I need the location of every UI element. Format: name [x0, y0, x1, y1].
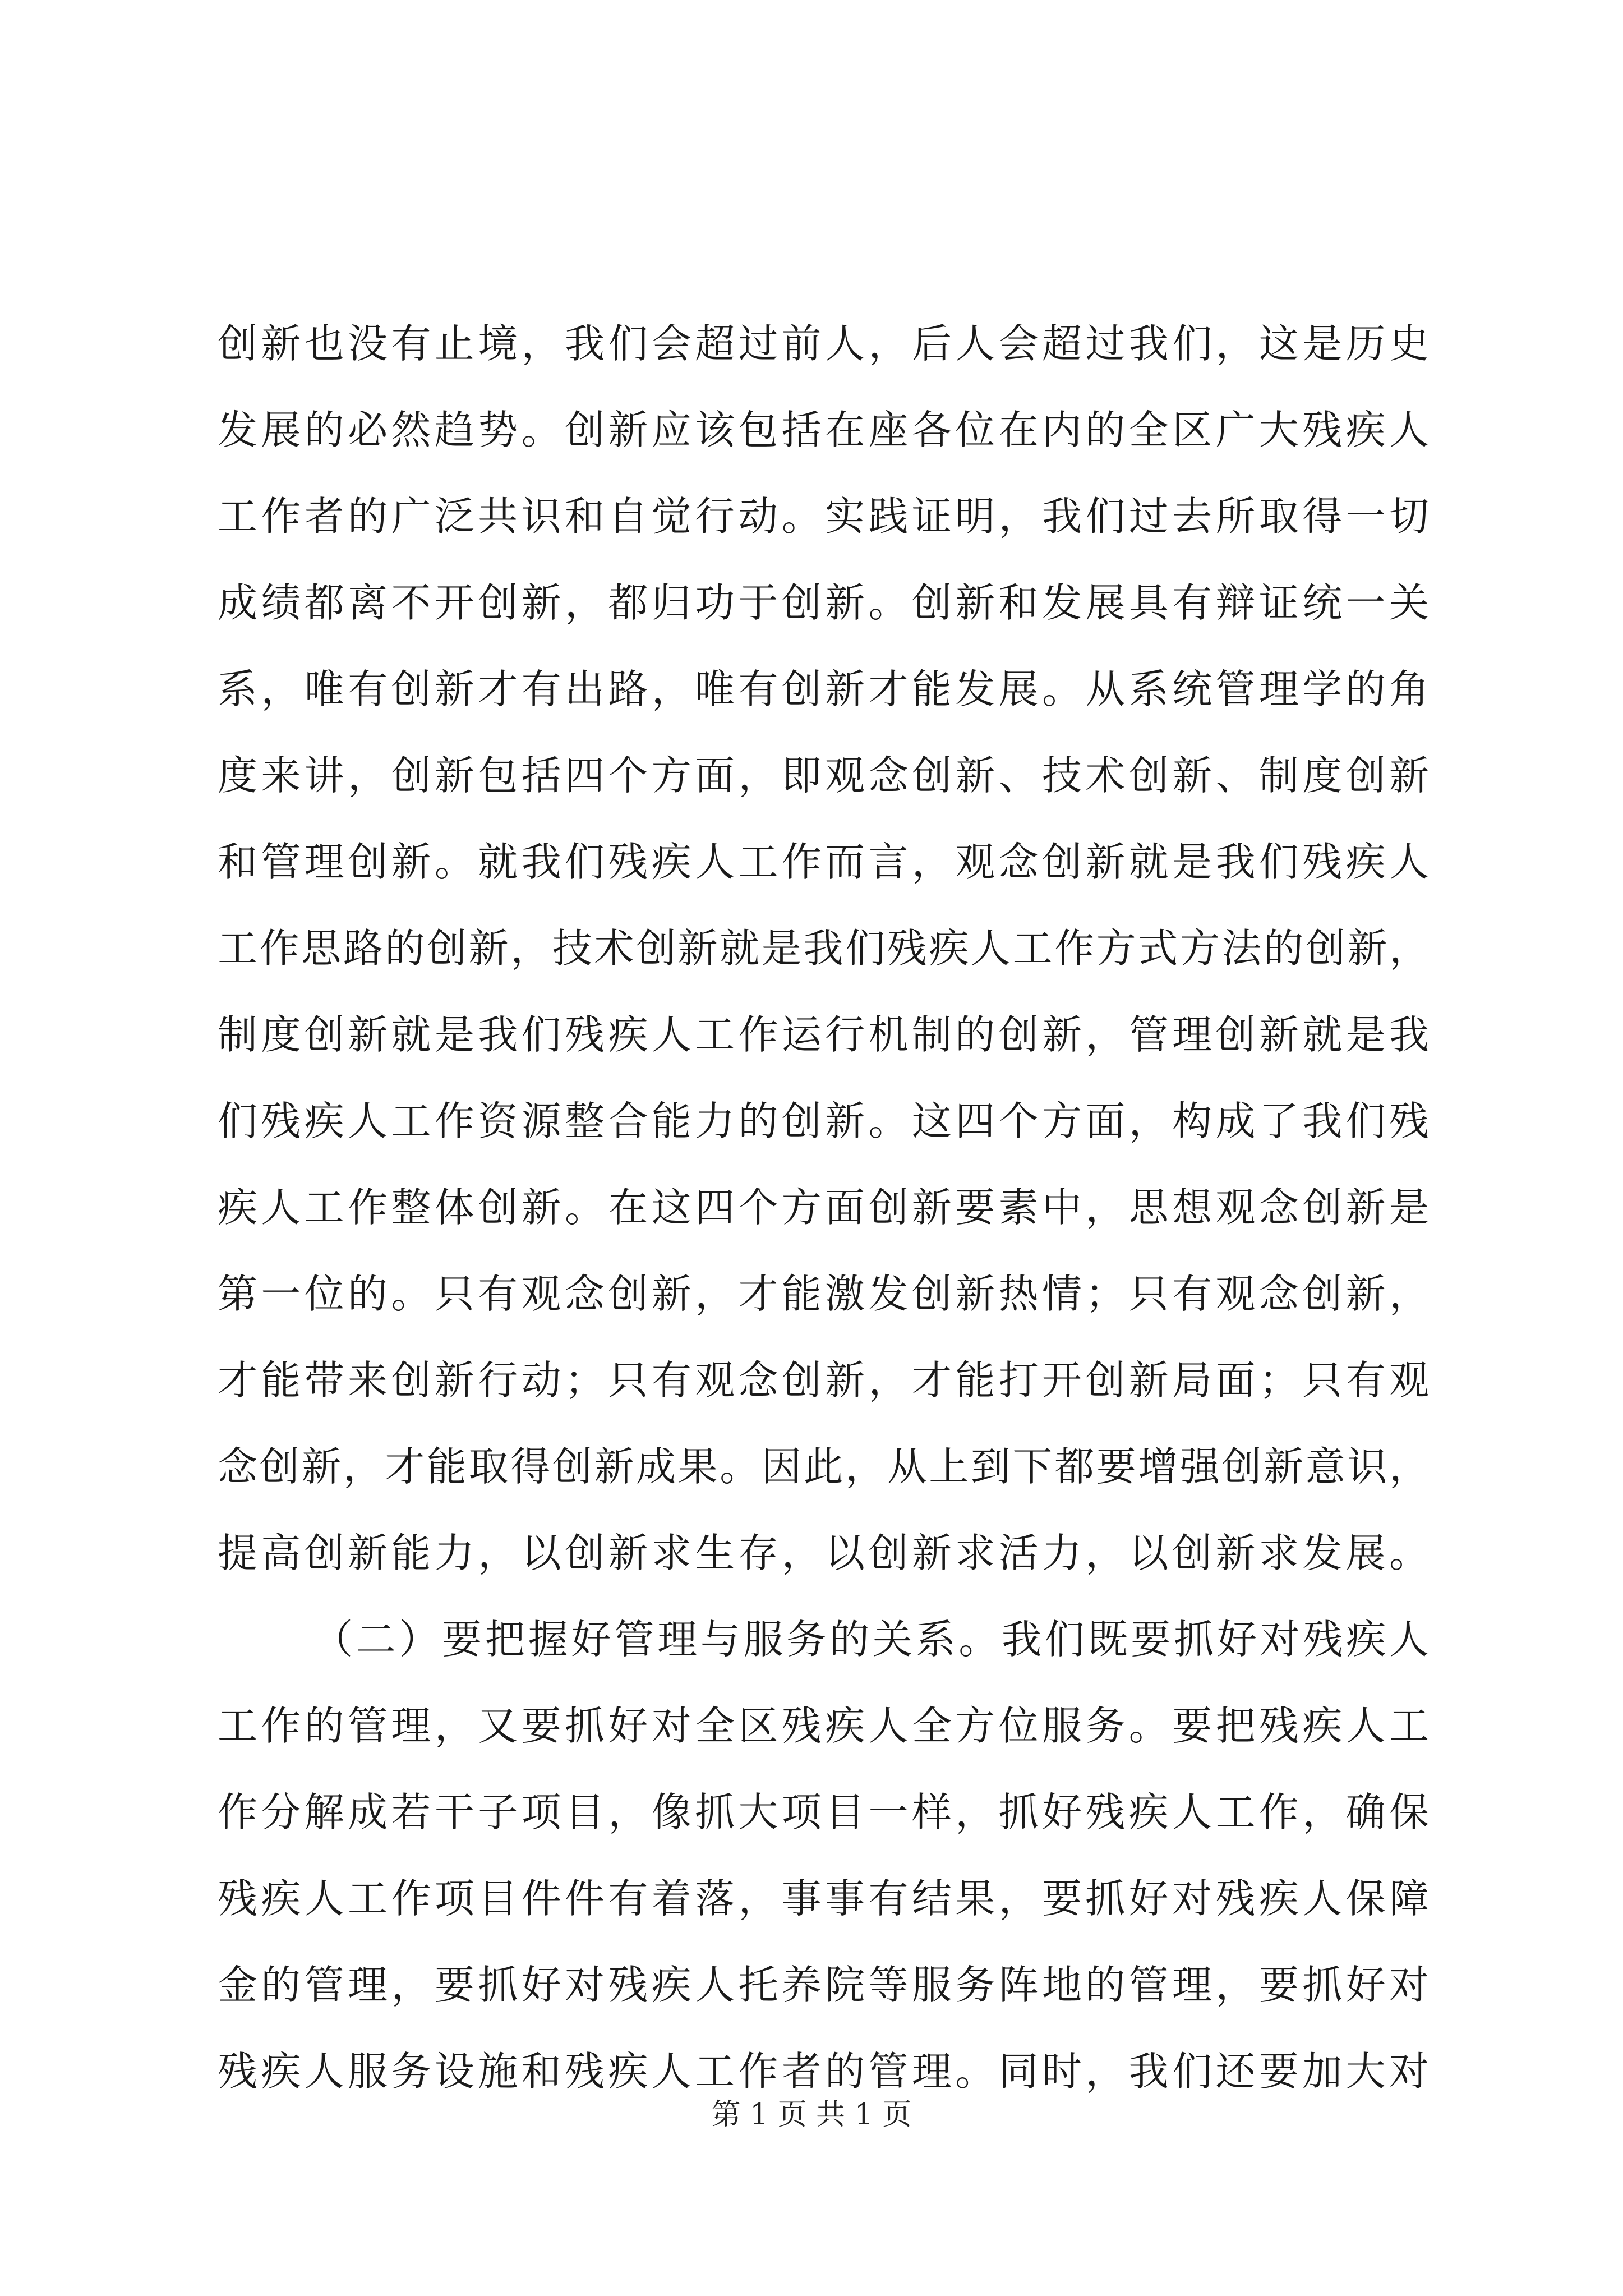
text-line: 工作思路的创新，技术创新就是我们残疾人工作方式方法的创新， [218, 925, 1429, 972]
text-line: 们残疾人工作资源整合能力的创新。这四个方面，构成了我们残 [218, 1098, 1429, 1144]
text-line: 和管理创新。就我们残疾人工作而言，观念创新就是我们残疾人 [218, 839, 1429, 885]
text-line: 才能带来创新行动；只有观念创新，才能打开创新局面；只有观 [218, 1357, 1429, 1404]
text-line: 成绩都离不开创新，都归功于创新。创新和发展具有辩证统一关 [218, 579, 1429, 626]
text-line: 创新也没有止境，我们会超过前人，后人会超过我们，这是历史 [218, 320, 1429, 367]
body-text [218, 301, 1429, 2115]
text-line: 作分解成若干子项目，像抓大项目一样，抓好残疾人工作，确保 [218, 1789, 1429, 1835]
page-number-label: 第 1 页 共 1 页 [711, 2098, 912, 2132]
paragraph-heading-line: （二）要把握好管理与服务的关系。我们既要抓好对残疾人 [313, 1616, 1429, 1663]
text-line: 残疾人服务设施和残疾人工作者的管理。同时，我们还要加大对 [218, 2048, 1429, 2095]
text-line: 工作者的广泛共识和自觉行动。实践证明，我们过去所取得一切 [218, 493, 1429, 540]
text-line: 制度创新就是我们残疾人工作运行机制的创新，管理创新就是我 [218, 1011, 1429, 1058]
text-line: 第一位的。只有观念创新，才能激发创新热情；只有观念创新， [218, 1271, 1429, 1317]
text-line: 提高创新能力，以创新求生存，以创新求活力，以创新求发展。 [218, 1530, 1429, 1576]
text-line: 发展的必然趋势。创新应该包括在座各位在内的全区广大残疾人 [218, 407, 1429, 453]
text-line: 念创新，才能取得创新成果。因此，从上到下都要增强创新意识， [218, 1443, 1429, 1490]
text-line: 系，唯有创新才有出路，唯有创新才能发展。从系统管理学的角 [218, 666, 1429, 712]
text-line: 度来讲，创新包括四个方面，即观念创新、技术创新、制度创新 [218, 752, 1429, 799]
text-line: 工作的管理，又要抓好对全区残疾人全方位服务。要把残疾人工 [218, 1703, 1429, 1749]
text-line: 金的管理，要抓好对残疾人托养院等服务阵地的管理，要抓好对 [218, 1962, 1429, 2008]
text-line: 疾人工作整体创新。在这四个方面创新要素中，思想观念创新是 [218, 1184, 1429, 1231]
text-line: 残疾人工作项目件件有着落，事事有结果，要抓好对残疾人保障 [218, 1875, 1429, 1922]
page-footer [0, 2095, 1623, 2134]
